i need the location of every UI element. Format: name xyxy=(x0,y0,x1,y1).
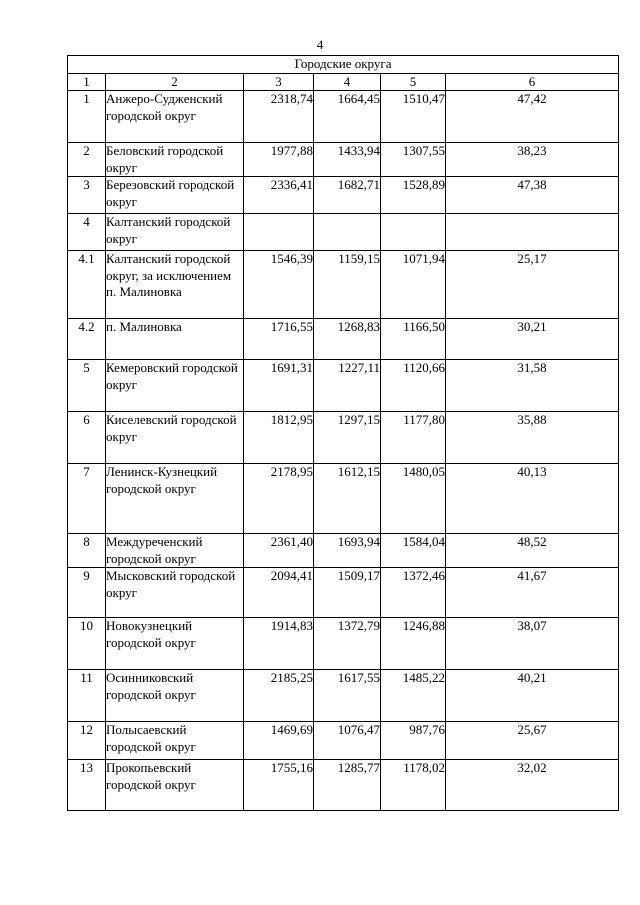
value-col-4: 1664,45 xyxy=(314,91,381,143)
value-col-3: 1469,69 xyxy=(244,722,314,760)
district-name: Междуреченский городской округ xyxy=(106,534,244,568)
table-row xyxy=(68,534,619,568)
value-col-3: 2178,95 xyxy=(244,464,314,534)
row-number: 5 xyxy=(68,360,106,412)
value-col-3: 1755,16 xyxy=(244,760,314,811)
column-number-row xyxy=(68,73,619,91)
row-number: 11 xyxy=(68,670,106,722)
table-caption-row xyxy=(68,56,619,74)
value-col-3: 1691,31 xyxy=(244,360,314,412)
value-col-5: 1246,88 xyxy=(381,618,446,670)
column-number: 6 xyxy=(446,73,619,91)
table-row xyxy=(68,760,619,811)
value-col-6: 32,02 xyxy=(446,760,619,811)
value-col-6: 31,58 xyxy=(446,360,619,412)
value-col-5: 1510,47 xyxy=(381,91,446,143)
value-col-6: 41,67 xyxy=(446,568,619,618)
value-col-3: 2336,41 xyxy=(244,177,314,214)
row-number: 2 xyxy=(68,143,106,177)
value-col-5: 1071,94 xyxy=(381,251,446,319)
table-row xyxy=(68,464,619,534)
value-col-4: 1076,47 xyxy=(314,722,381,760)
value-col-5: 1177,80 xyxy=(381,412,446,464)
value-col-4: 1297,15 xyxy=(314,412,381,464)
value-col-5: 1485,22 xyxy=(381,670,446,722)
value-col-3: 1546,39 xyxy=(244,251,314,319)
value-col-3: 2361,40 xyxy=(244,534,314,568)
value-col-5: 987,76 xyxy=(381,722,446,760)
table-row xyxy=(68,412,619,464)
row-number: 10 xyxy=(68,618,106,670)
district-name: Кемеровский городской округ xyxy=(106,360,244,412)
district-name: Новокузнецкий городской округ xyxy=(106,618,244,670)
district-name: Анжеро-Судженский городской округ xyxy=(106,91,244,143)
value-col-4 xyxy=(314,214,381,251)
value-col-5: 1480,05 xyxy=(381,464,446,534)
value-col-5: 1584,04 xyxy=(381,534,446,568)
row-number: 8 xyxy=(68,534,106,568)
value-col-3: 2094,41 xyxy=(244,568,314,618)
table-row xyxy=(68,618,619,670)
value-col-4: 1682,71 xyxy=(314,177,381,214)
table-row xyxy=(68,251,619,319)
district-name: Прокопьевский городской округ xyxy=(106,760,244,811)
table-row xyxy=(68,722,619,760)
value-col-4: 1612,15 xyxy=(314,464,381,534)
value-col-6: 25,17 xyxy=(446,251,619,319)
value-col-3: 1716,55 xyxy=(244,319,314,360)
district-name: Калтанский городской округ, за исключением п. Малиновка xyxy=(106,251,244,319)
value-col-5 xyxy=(381,214,446,251)
row-number: 13 xyxy=(68,760,106,811)
value-col-6: 35,88 xyxy=(446,412,619,464)
value-col-3 xyxy=(244,214,314,251)
value-col-3: 2318,74 xyxy=(244,91,314,143)
column-number: 1 xyxy=(68,73,106,91)
value-col-6 xyxy=(446,214,619,251)
column-number: 3 xyxy=(244,73,314,91)
value-col-4: 1159,15 xyxy=(314,251,381,319)
value-col-4: 1227,11 xyxy=(314,360,381,412)
table-row xyxy=(68,360,619,412)
value-col-3: 1914,83 xyxy=(244,618,314,670)
tariff-table xyxy=(67,55,619,811)
value-col-6: 48,52 xyxy=(446,534,619,568)
value-col-5: 1120,66 xyxy=(381,360,446,412)
value-col-6: 30,21 xyxy=(446,319,619,360)
value-col-6: 38,23 xyxy=(446,143,619,177)
district-name: Ленинск-Кузнецкий городской округ xyxy=(106,464,244,534)
row-number: 1 xyxy=(68,91,106,143)
value-col-4: 1268,83 xyxy=(314,319,381,360)
row-number: 9 xyxy=(68,568,106,618)
district-name: Березовский городской округ xyxy=(106,177,244,214)
district-name: Мысковский городской округ xyxy=(106,568,244,618)
column-number: 4 xyxy=(314,73,381,91)
value-col-5: 1528,89 xyxy=(381,177,446,214)
value-col-4: 1617,55 xyxy=(314,670,381,722)
value-col-6: 40,13 xyxy=(446,464,619,534)
value-col-4: 1509,17 xyxy=(314,568,381,618)
value-col-4: 1285,77 xyxy=(314,760,381,811)
value-col-6: 47,38 xyxy=(446,177,619,214)
district-name: Калтанский городской округ xyxy=(106,214,244,251)
value-col-6: 25,67 xyxy=(446,722,619,760)
value-col-6: 47,42 xyxy=(446,91,619,143)
row-number: 6 xyxy=(68,412,106,464)
table-caption: Городские округа xyxy=(68,56,619,74)
value-col-6: 40,21 xyxy=(446,670,619,722)
row-number: 4.2 xyxy=(68,319,106,360)
table-row xyxy=(68,177,619,214)
column-number: 2 xyxy=(106,73,244,91)
value-col-4: 1693,94 xyxy=(314,534,381,568)
value-col-3: 1977,88 xyxy=(244,143,314,177)
table-row xyxy=(68,568,619,618)
row-number: 4.1 xyxy=(68,251,106,319)
table-row xyxy=(68,319,619,360)
value-col-3: 2185,25 xyxy=(244,670,314,722)
district-name: Беловский городской округ xyxy=(106,143,244,177)
value-col-5: 1307,55 xyxy=(381,143,446,177)
district-name: Киселевский городской округ xyxy=(106,412,244,464)
value-col-6: 38,07 xyxy=(446,618,619,670)
row-number: 4 xyxy=(68,214,106,251)
table-row xyxy=(68,670,619,722)
value-col-4: 1433,94 xyxy=(314,143,381,177)
district-name: Полысаевский городской округ xyxy=(106,722,244,760)
district-name: п. Малиновка xyxy=(106,319,244,360)
table-row xyxy=(68,214,619,251)
row-number: 12 xyxy=(68,722,106,760)
row-number: 7 xyxy=(68,464,106,534)
value-col-3: 1812,95 xyxy=(244,412,314,464)
value-col-5: 1166,50 xyxy=(381,319,446,360)
district-name: Осинниковский городской округ xyxy=(106,670,244,722)
value-col-5: 1372,46 xyxy=(381,568,446,618)
table-row xyxy=(68,143,619,177)
value-col-5: 1178,02 xyxy=(381,760,446,811)
value-col-4: 1372,79 xyxy=(314,618,381,670)
row-number: 3 xyxy=(68,177,106,214)
table-row xyxy=(68,91,619,143)
page-number: 4 xyxy=(316,37,324,52)
column-number: 5 xyxy=(381,73,446,91)
